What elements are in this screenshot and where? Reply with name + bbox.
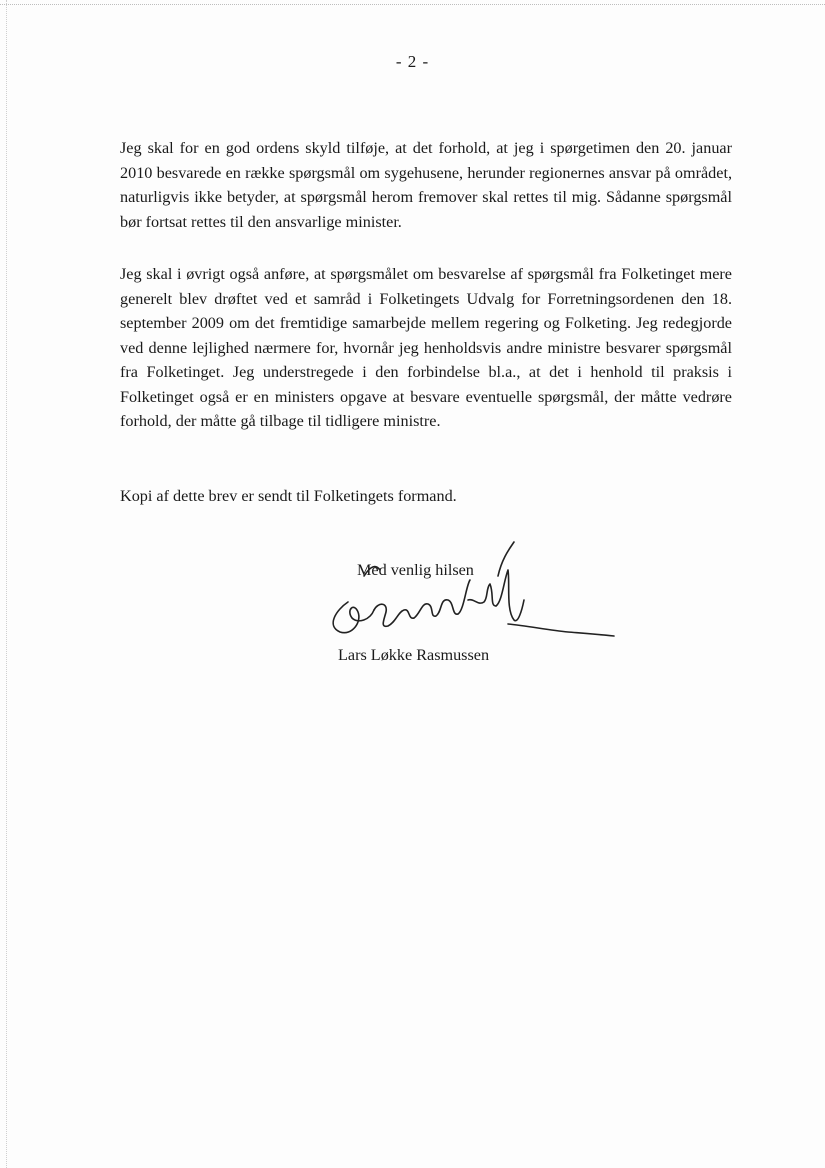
handwritten-signature bbox=[318, 540, 618, 650]
scan-edge-top bbox=[0, 4, 825, 5]
paragraph-1: Jeg skal for en god ordens skyld tilføje, at det forhold, at jeg i spørgetimen den 20. januar 2010 besvarede en række spørgsmål om sygehusene, herunder regionernes ansvar på området, naturligvis ikke betyder, at spørgsmål herom fremover skal rettes til mig. Sådanne spørgsmål bør fortsat rettes til den ansvarlige minister. bbox=[120, 139, 732, 231]
closing-greeting: Med venlig hilsen bbox=[357, 561, 474, 579]
paragraph-2: Jeg skal i øvrigt også anføre, at spørgsmålet om besvarelse af spørgsmål fra Folketinget mere generelt blev drøftet ved et samråd i Folketingets Udvalg for Forretningsordenen den 18. september 2009 om det fremtidige samarbejde mellem regering og Folketing. Jeg redegjorde ved denne lejlighed nærmere for, hvornår jeg henholdsvis andre ministre besvarer spørgsmål fra Folketinget. Jeg understregede i den forbindelse bl.a., at det i henhold til praksis i Folketinget også er en ministers opgave at besvare eventuelle spørgsmål, der måtte vedrøre forhold, der måtte gå tilbage til tidligere ministre. bbox=[120, 265, 732, 430]
scan-edge-left bbox=[6, 0, 7, 1168]
signer-name: Lars Løkke Rasmussen bbox=[338, 646, 490, 664]
paragraph-3: Kopi af dette brev er sendt til Folketingets formand. bbox=[120, 487, 457, 505]
page-number: - 2 - bbox=[395, 52, 430, 71]
